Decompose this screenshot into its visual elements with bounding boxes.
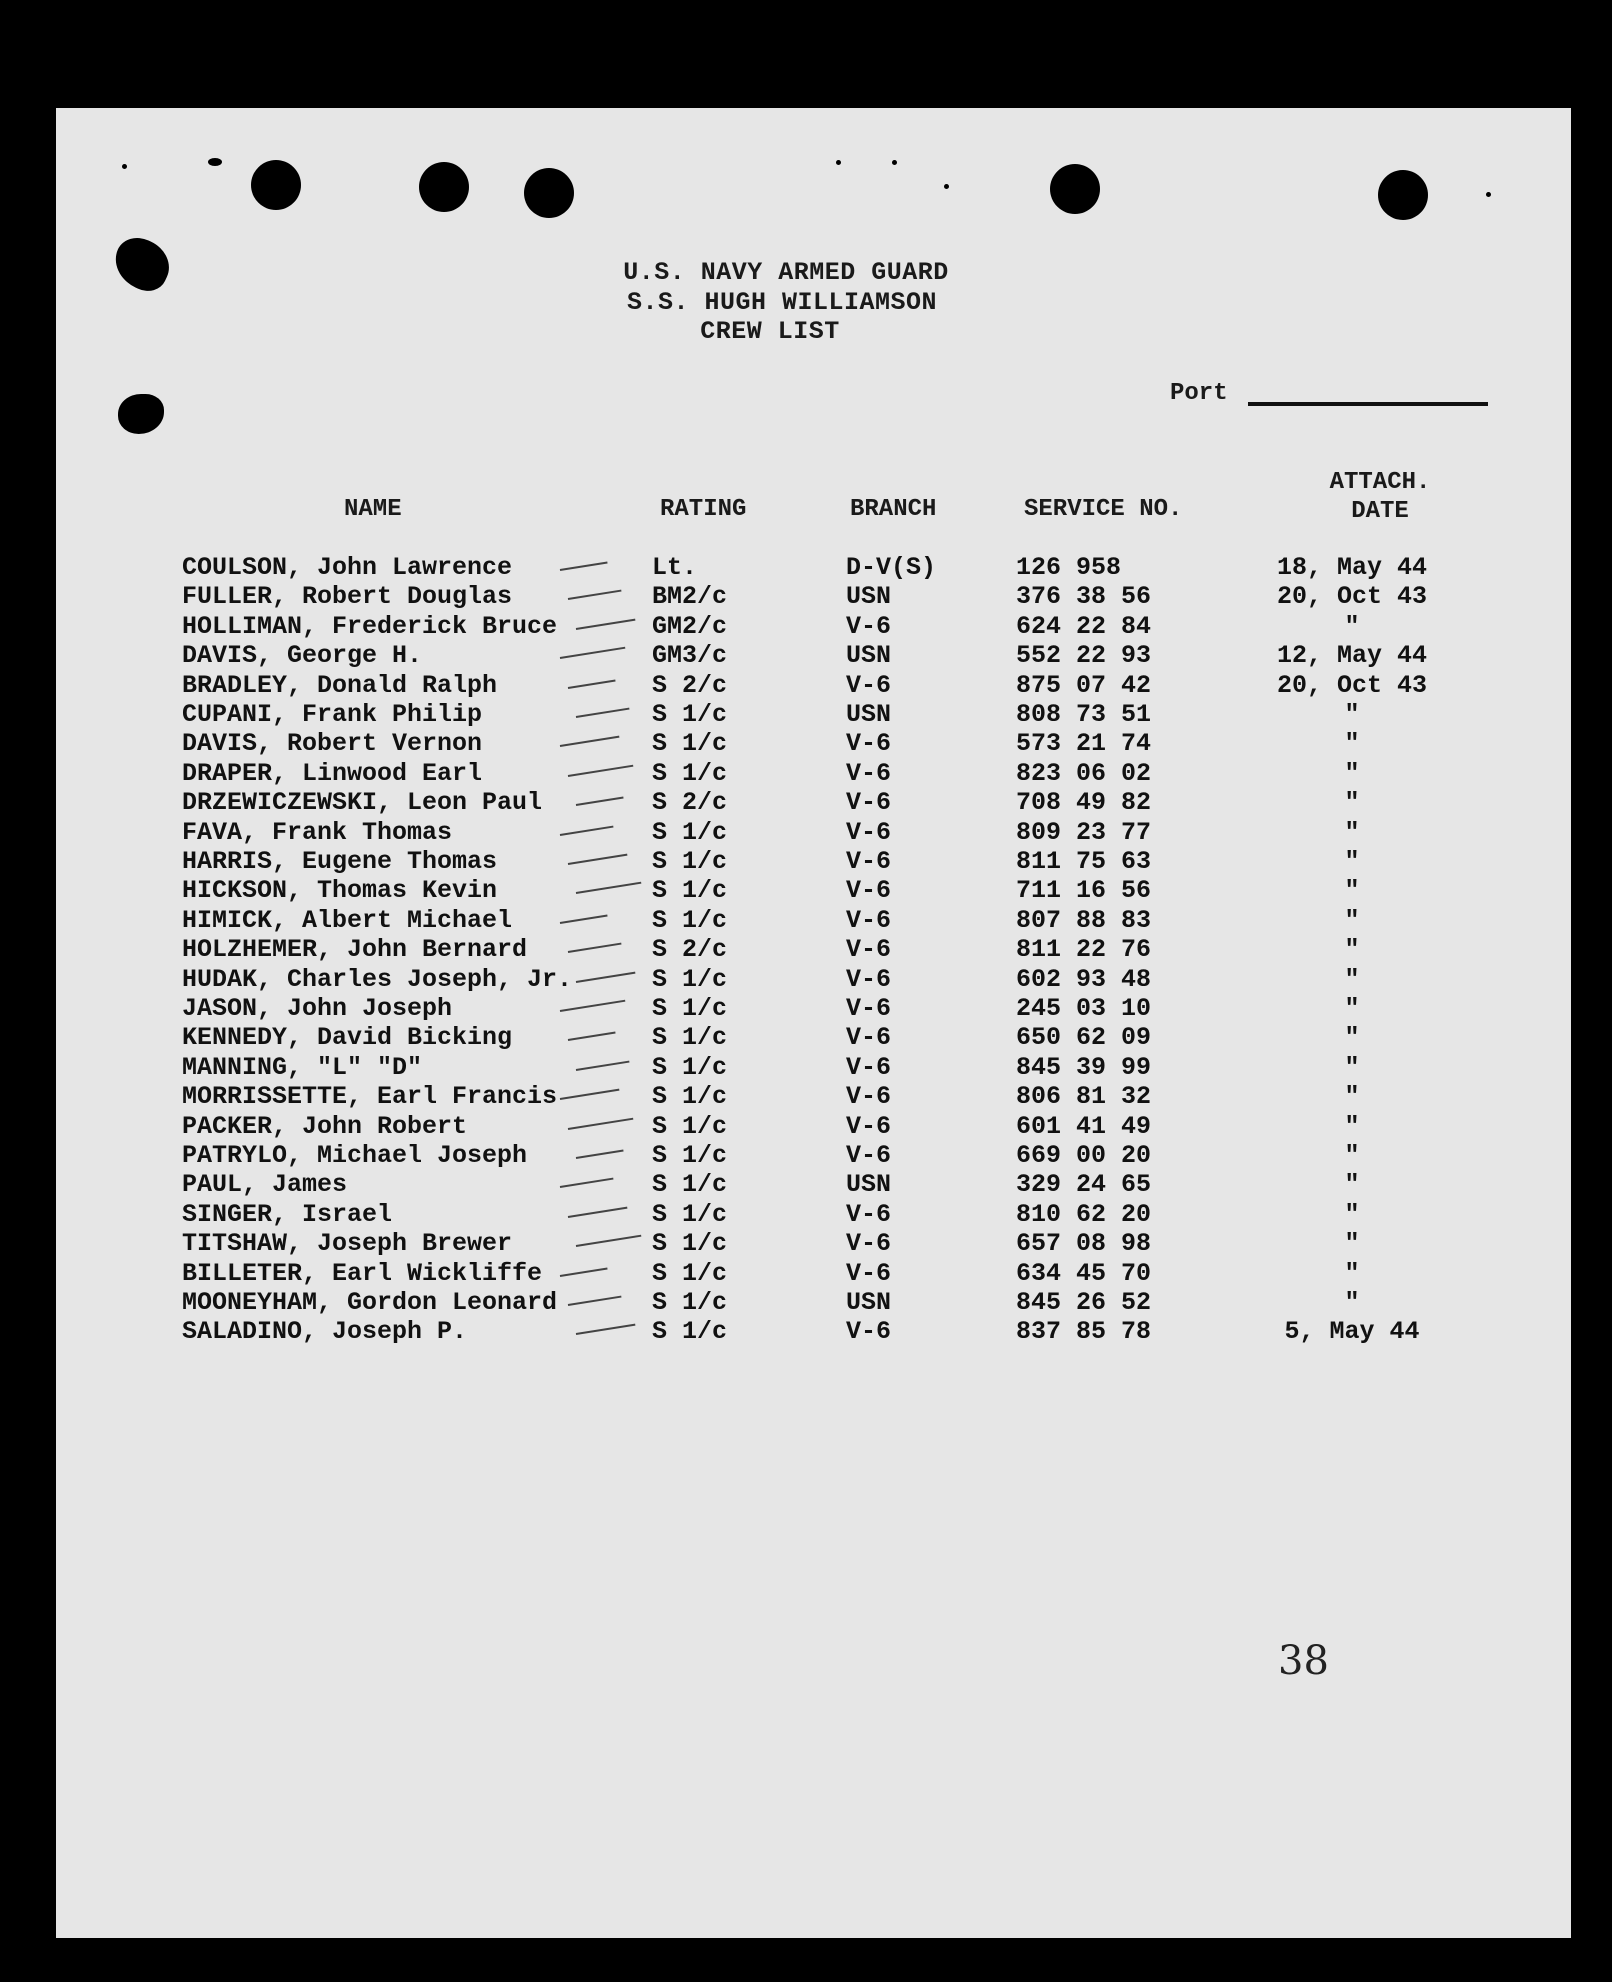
crew-branch: V-6 <box>846 1258 892 1288</box>
pencil-check-mark <box>560 1000 626 1012</box>
table-row <box>0 994 1612 1023</box>
port-label: Port <box>1170 380 1228 407</box>
crew-name: COULSON, John Lawrence <box>182 553 513 582</box>
crew-branch: V-6 <box>846 847 892 876</box>
crew-branch: V-6 <box>846 1052 892 1082</box>
crew-service-no: 126 958 <box>1016 553 1122 582</box>
table-row <box>0 788 1612 817</box>
crew-service-no: 624 22 84 <box>1016 611 1152 641</box>
crew-branch: V-6 <box>846 611 892 641</box>
crew-branch: V-6 <box>846 670 892 700</box>
crew-service-no: 601 41 49 <box>1016 1111 1152 1141</box>
table-row <box>0 612 1612 641</box>
pencil-check-mark <box>560 562 608 571</box>
crew-service-no: 811 75 63 <box>1016 847 1152 876</box>
crew-attach-date: 18, May 44 <box>1276 553 1428 582</box>
column-header-service-no: SERVICE NO. <box>1024 496 1183 523</box>
crew-service-no: 376 38 56 <box>1016 582 1152 612</box>
attach-header-line-1: ATTACH. <box>1329 469 1431 496</box>
crew-rating: S 1/c <box>652 905 728 935</box>
table-row <box>0 1288 1612 1317</box>
header-line-2: S.S. HUGH WILLIAMSON <box>626 288 938 317</box>
speck <box>944 184 949 189</box>
crew-attach-date: " <box>1344 1199 1360 1229</box>
pencil-check-mark <box>576 971 636 982</box>
table-row <box>0 1317 1612 1346</box>
pencil-check-mark <box>568 1206 628 1217</box>
crew-name: HOLZHEMER, John Bernard <box>182 935 528 965</box>
crew-name: HUDAK, Charles Joseph, Jr. <box>182 964 573 994</box>
crew-name: PACKER, John Robert <box>182 1111 468 1141</box>
crew-attach-date: " <box>1344 1111 1360 1141</box>
crew-branch: V-6 <box>846 729 892 759</box>
table-row <box>0 818 1612 847</box>
table-row <box>0 1112 1612 1141</box>
crew-name: MANNING, "L" "D" <box>182 1052 423 1082</box>
crew-branch: V-6 <box>846 1082 892 1112</box>
column-header-name: NAME <box>344 496 402 523</box>
crew-branch: V-6 <box>846 1199 892 1229</box>
pencil-check-mark <box>568 854 628 865</box>
crew-branch: V-6 <box>846 1141 892 1170</box>
pencil-check-mark <box>568 764 634 776</box>
table-row <box>0 935 1612 964</box>
speck <box>892 160 897 165</box>
table-row <box>0 1141 1612 1170</box>
pencil-check-mark <box>568 679 616 688</box>
crew-name: SINGER, Israel <box>182 1199 393 1229</box>
crew-attach-date: " <box>1344 1141 1360 1170</box>
crew-rating: S 1/c <box>652 1082 728 1112</box>
crew-name: MOONEYHAM, Gordon Leonard <box>182 1288 558 1317</box>
punch-hole <box>1050 164 1100 214</box>
crew-service-no: 806 81 32 <box>1016 1082 1152 1112</box>
crew-attach-date: " <box>1344 729 1360 759</box>
table-row <box>0 1170 1612 1199</box>
crew-service-no: 602 93 48 <box>1016 964 1152 994</box>
crew-attach-date: " <box>1344 611 1360 641</box>
crew-service-no: 809 23 77 <box>1016 817 1152 847</box>
crew-rating: S 1/c <box>652 817 728 847</box>
crew-branch: V-6 <box>846 905 892 935</box>
pencil-check-mark <box>576 882 642 894</box>
speck <box>122 164 127 169</box>
table-row <box>0 1259 1612 1288</box>
crew-attach-date: 20, Oct 43 <box>1276 582 1428 612</box>
crew-attach-date: " <box>1344 1288 1360 1317</box>
table-row <box>0 876 1612 905</box>
crew-name: DAVIS, Robert Vernon <box>182 729 483 759</box>
speck <box>1486 192 1491 197</box>
ink-blot <box>118 394 164 434</box>
pencil-check-mark <box>568 1032 616 1041</box>
crew-service-no: 875 07 42 <box>1016 670 1152 700</box>
crew-name: HARRIS, Eugene Thomas <box>182 847 498 876</box>
crew-attach-date: 20, Oct 43 <box>1276 670 1428 700</box>
crew-rating: S 1/c <box>652 1052 728 1082</box>
crew-service-no: 573 21 74 <box>1016 729 1152 759</box>
table-row <box>0 759 1612 788</box>
column-header-rating: RATING <box>660 496 747 523</box>
crew-attach-date: " <box>1344 788 1360 818</box>
crew-rating: Lt. <box>652 553 698 582</box>
table-row <box>0 729 1612 758</box>
crew-rating: S 1/c <box>652 700 728 729</box>
table-row <box>0 1053 1612 1082</box>
table-row <box>0 1229 1612 1258</box>
crew-attach-date: " <box>1344 905 1360 935</box>
crew-name: MORRISSETTE, Earl Francis <box>182 1082 558 1112</box>
pencil-check-mark <box>576 708 630 718</box>
table-row <box>0 641 1612 670</box>
crew-branch: V-6 <box>846 935 892 965</box>
crew-name: FAVA, Frank Thomas <box>182 817 453 847</box>
pencil-check-mark <box>560 736 620 747</box>
crew-name: BRADLEY, Donald Ralph <box>182 670 498 700</box>
crew-branch: USN <box>846 582 892 612</box>
port-blank-line <box>1248 402 1488 406</box>
crew-service-no: 810 62 20 <box>1016 1199 1152 1229</box>
crew-attach-date: 5, May 44 <box>1284 1317 1420 1347</box>
crew-service-no: 329 24 65 <box>1016 1170 1152 1200</box>
speck <box>836 160 841 165</box>
table-row <box>0 671 1612 700</box>
pencil-check-mark <box>576 1150 624 1159</box>
crew-attach-date: " <box>1344 1229 1360 1259</box>
crew-rating: S 1/c <box>652 1258 728 1288</box>
crew-service-no: 811 22 76 <box>1016 935 1152 965</box>
crew-service-no: 657 08 98 <box>1016 1229 1152 1259</box>
crew-branch: V-6 <box>846 1229 892 1259</box>
crew-service-no: 845 39 99 <box>1016 1052 1152 1082</box>
crew-service-no: 634 45 70 <box>1016 1258 1152 1288</box>
crew-name: HOLLIMAN, Frederick Bruce <box>182 611 558 641</box>
crew-branch: V-6 <box>846 1317 892 1347</box>
crew-name: DAVIS, George H. <box>182 641 423 671</box>
crew-rating: S 1/c <box>652 1229 728 1259</box>
table-row <box>0 1082 1612 1111</box>
crew-name: HICKSON, Thomas Kevin <box>182 876 498 906</box>
crew-name: BILLETER, Earl Wickliffe <box>182 1258 543 1288</box>
speck <box>208 158 222 166</box>
crew-branch: D-V(S) <box>846 553 937 582</box>
pencil-check-mark <box>568 590 622 600</box>
crew-rating: S 1/c <box>652 1141 728 1170</box>
crew-rating: S 1/c <box>652 1317 728 1347</box>
column-header-attach-date <box>1310 468 1450 526</box>
pencil-check-mark <box>560 914 608 923</box>
crew-service-no: 245 03 10 <box>1016 994 1152 1023</box>
crew-branch: USN <box>846 641 892 671</box>
pencil-check-mark <box>560 1267 608 1276</box>
crew-attach-date: " <box>1344 758 1360 788</box>
table-row <box>0 906 1612 935</box>
crew-service-no: 650 62 09 <box>1016 1023 1152 1053</box>
crew-rating: S 1/c <box>652 847 728 876</box>
crew-branch: V-6 <box>846 788 892 818</box>
punch-hole <box>1378 170 1428 220</box>
pencil-check-mark <box>560 1178 614 1188</box>
crew-branch: USN <box>846 1288 892 1317</box>
pencil-check-mark <box>576 618 636 629</box>
crew-name: SALADINO, Joseph P. <box>182 1317 468 1347</box>
crew-attach-date: " <box>1344 1082 1360 1112</box>
crew-attach-date: " <box>1344 1023 1360 1053</box>
crew-branch: V-6 <box>846 1023 892 1053</box>
crew-rating: S 2/c <box>652 670 728 700</box>
crew-rating: S 2/c <box>652 935 728 965</box>
punch-hole <box>419 162 469 212</box>
crew-service-no: 807 88 83 <box>1016 905 1152 935</box>
crew-branch: USN <box>846 700 892 729</box>
table-row <box>0 1023 1612 1052</box>
table-row <box>0 1200 1612 1229</box>
pencil-check-mark <box>568 1117 634 1129</box>
table-row <box>0 700 1612 729</box>
crew-attach-date: " <box>1344 817 1360 847</box>
crew-attach-date: " <box>1344 1258 1360 1288</box>
pencil-check-mark <box>576 1060 630 1070</box>
crew-branch: V-6 <box>846 876 892 906</box>
crew-branch: V-6 <box>846 817 892 847</box>
crew-rating: BM2/c <box>652 582 728 612</box>
crew-service-no: 845 26 52 <box>1016 1288 1152 1317</box>
table-row <box>0 965 1612 994</box>
crew-attach-date: " <box>1344 1052 1360 1082</box>
crew-rating: S 1/c <box>652 1023 728 1053</box>
crew-service-no: 708 49 82 <box>1016 788 1152 818</box>
pencil-check-mark <box>560 1089 620 1100</box>
crew-service-no: 823 06 02 <box>1016 758 1152 788</box>
pencil-check-mark <box>576 797 624 806</box>
attach-header-line-2: DATE <box>1351 498 1409 525</box>
crew-rating: S 1/c <box>652 1288 728 1317</box>
table-row <box>0 582 1612 611</box>
page-number: 38 <box>1278 1638 1329 1684</box>
pencil-check-mark <box>568 1296 622 1306</box>
crew-attach-date: " <box>1344 935 1360 965</box>
crew-name: KENNEDY, David Bicking <box>182 1023 513 1053</box>
crew-branch: V-6 <box>846 994 892 1023</box>
crew-service-no: 669 00 20 <box>1016 1141 1152 1170</box>
crew-rating: S 1/c <box>652 876 728 906</box>
crew-name: TITSHAW, Joseph Brewer <box>182 1229 513 1259</box>
crew-attach-date: " <box>1344 700 1360 729</box>
crew-rating: GM3/c <box>652 641 728 671</box>
crew-rating: S 1/c <box>652 758 728 788</box>
crew-branch: V-6 <box>846 964 892 994</box>
crew-name: DRAPER, Linwood Earl <box>182 758 483 788</box>
crew-name: PAUL, James <box>182 1170 348 1200</box>
crew-name: CUPANI, Frank Philip <box>182 700 483 729</box>
pencil-check-mark <box>560 647 626 659</box>
crew-attach-date: " <box>1344 964 1360 994</box>
crew-name: HIMICK, Albert Michael <box>182 905 513 935</box>
punch-hole <box>251 160 301 210</box>
crew-rating: S 1/c <box>652 1170 728 1200</box>
crew-branch: USN <box>846 1170 892 1200</box>
column-header-branch: BRANCH <box>850 496 937 523</box>
crew-rating: GM2/c <box>652 611 728 641</box>
crew-branch: V-6 <box>846 758 892 788</box>
crew-rating: S 2/c <box>652 788 728 818</box>
crew-attach-date: 12, May 44 <box>1276 641 1428 671</box>
crew-rating: S 1/c <box>652 994 728 1023</box>
crew-attach-date: " <box>1344 1170 1360 1200</box>
pencil-check-mark <box>560 825 614 835</box>
crew-rating: S 1/c <box>652 1111 728 1141</box>
crew-service-no: 552 22 93 <box>1016 641 1152 671</box>
header-line-3: CREW LIST <box>700 317 840 346</box>
crew-attach-date: " <box>1344 876 1360 906</box>
pencil-check-mark <box>568 943 622 953</box>
crew-branch: V-6 <box>846 1111 892 1141</box>
crew-service-no: 837 85 78 <box>1016 1317 1152 1347</box>
crew-service-no: 808 73 51 <box>1016 700 1152 729</box>
header-line-1: U.S. NAVY ARMED GUARD <box>623 258 949 287</box>
crew-attach-date: " <box>1344 847 1360 876</box>
pencil-check-mark <box>576 1235 642 1247</box>
crew-name: FULLER, Robert Douglas <box>182 582 513 612</box>
crew-rating: S 1/c <box>652 729 728 759</box>
crew-name: PATRYLO, Michael Joseph <box>182 1141 528 1170</box>
crew-attach-date: " <box>1344 994 1360 1023</box>
crew-name: DRZEWICZEWSKI, Leon Paul <box>182 788 543 818</box>
pencil-check-mark <box>576 1324 636 1335</box>
table-row <box>0 553 1612 582</box>
punch-hole <box>524 168 574 218</box>
crew-rating: S 1/c <box>652 1199 728 1229</box>
table-row <box>0 847 1612 876</box>
crew-name: JASON, John Joseph <box>182 994 453 1023</box>
crew-service-no: 711 16 56 <box>1016 876 1152 906</box>
crew-rating: S 1/c <box>652 964 728 994</box>
